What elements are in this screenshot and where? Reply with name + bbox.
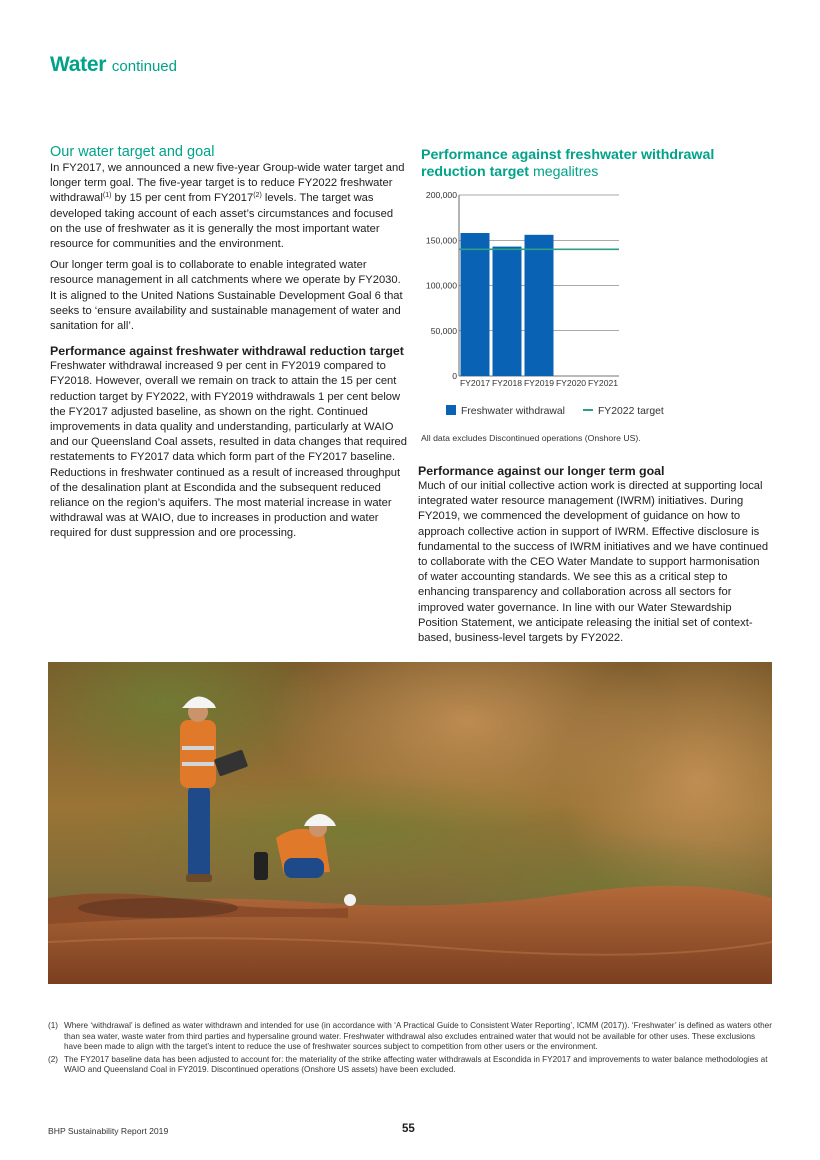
target-paragraph-2: Our longer term goal is to collaborate to enable integrated water resource management in all catchments where we operate by FY2030. It is aligned to the United Nations Sustainable Development Goal 6 that seeks to ‘ensure availability and sustainable management of water and sanitation for all’. bbox=[50, 259, 403, 333]
x-tick-label: FY2020 bbox=[555, 378, 587, 387]
y-tick-label: 0 bbox=[452, 371, 457, 381]
footnote-2-mark: (2) bbox=[48, 1054, 59, 1064]
x-tick-label: FY2017 bbox=[459, 378, 491, 387]
legend-swatch-withdrawal bbox=[446, 405, 456, 415]
page-title bbox=[50, 52, 177, 80]
target-p1-part-b: by 15 per cent from FY2017 bbox=[111, 192, 254, 205]
target-p1-part-a: In FY2017, we announced a new five-year Group-wide water target and longer term goal. The five-year target is to reduce FY2022 freshwater withdrawal bbox=[50, 162, 405, 205]
bar-fy2019 bbox=[525, 235, 554, 376]
legend-label-target: FY2022 target bbox=[597, 406, 664, 417]
page-title-suffix: continued bbox=[111, 58, 177, 75]
withdrawal-chart bbox=[421, 147, 751, 443]
target-p1-part-c: levels. The target was developed taking account of each asset’s circumstances and focused on the use of freshwater as it is generally the most important water resource for communities and the environment. bbox=[50, 192, 394, 251]
footnote-ref-1: (1) bbox=[102, 192, 112, 200]
footer-report-name: BHP Sustainability Report 2019 bbox=[48, 1126, 169, 1136]
performance-paragraph: Freshwater withdrawal increased 9 per cent in FY2019 compared to FY2018. However, overall we remain on track to attain the 15 per cent reduction target by FY2022, with FY2019 withdrawals 1 per cent below the FY2017 adjusted baseline, as shown on the right. Continued improvements in data quality and understanding, particularly at WAIO and our Queensland Coal assets, resulted in data changes that required restatements to FY2017 data which form part of the FY2017 baseline. Reductions in freshwater continued as a result of increased throughput of the desalination plant at Escondida and the subsequent reduced reliance on the region’s aquifers. The most material increase in water withdrawal was at WAIO, due to increases in production and water required for dust suppression and ore processing. bbox=[50, 360, 407, 540]
page-title-main: Water bbox=[50, 53, 107, 76]
chart-legend bbox=[446, 405, 664, 417]
longer-term-goal-paragraph: Much of our initial collective action work is directed at supporting local integrated water resource management (IWRM) initiatives. During FY2019, we commenced the development of guidance on how to approach collective action in support of IWRM. Effective disclosure is fundamental to the success of IWRM initiatives and we have continued to collaborate with the CEO Water Mandate to support harmonisation of water accounting standards. We see this as a critical step to enhancing transparency and collaboration across all sectors for improved water governance. In line with our Water Stewardship Position Statement, we anticipate releasing the initial set of context-based, business-level targets by FY2022. bbox=[418, 480, 769, 645]
y-tick-label: 200,000 bbox=[425, 190, 457, 200]
target-paragraph-1 bbox=[50, 161, 408, 252]
y-tick-label: 150,000 bbox=[425, 235, 457, 246]
photo-illustration bbox=[48, 662, 772, 984]
x-tick-label: FY2021 bbox=[587, 378, 619, 387]
x-tick-label: FY2018 bbox=[491, 378, 523, 387]
left-column bbox=[50, 144, 408, 542]
footnote-1-text: Where ‘withdrawal’ is defined as water withdrawn and intended for use (in accordance with ‘A Practical Guide to Consistent Water Reporting’, ICMM (2017)). ‘Freshwater’ is defined as waters other than sea water, waste water from third parties and hypersaline ground water. Freshwater withdrawal also excludes entrained water that would not be available for other uses. These exclusions have been made to align with the target’s intent to reduce the use of freshwater sources subject to competition from other users or the environment. bbox=[64, 1021, 772, 1052]
y-tick-label: 100,000 bbox=[425, 280, 457, 291]
footnote-1 bbox=[48, 1021, 772, 1053]
chart-title bbox=[421, 147, 751, 181]
chart-title-bold: Performance against freshwater withdrawal reduction target bbox=[421, 147, 715, 180]
chart-title-unit: megalitres bbox=[532, 164, 599, 180]
x-tick-label: FY2019 bbox=[523, 378, 555, 387]
chart-plot bbox=[421, 187, 661, 387]
footnote-1-mark: (1) bbox=[48, 1021, 59, 1030]
longer-term-goal-heading: Performance against our longer term goal bbox=[418, 464, 665, 478]
footnote-2 bbox=[48, 1055, 772, 1076]
bar-fy2018 bbox=[493, 247, 522, 376]
field-workers-photo bbox=[48, 662, 772, 984]
footnote-ref-2: (2) bbox=[253, 192, 262, 200]
performance-heading: Performance against freshwater withdrawal reduction target bbox=[50, 344, 404, 359]
footnote-2-text: The FY2017 baseline data has been adjusted to account for: the materiality of the strike affecting water withdrawals at Escondida in FY2017 and improvements to water balance methodologies at WAIO and Queensland Coal in FY2019. Discontinued operations (Onshore US assets) have been excluded. bbox=[64, 1054, 768, 1075]
page-number: 55 bbox=[402, 1123, 415, 1135]
bar-fy2017 bbox=[461, 233, 490, 376]
legend-label-withdrawal: Freshwater withdrawal bbox=[461, 406, 565, 417]
legend-swatch-target bbox=[583, 409, 593, 411]
right-column bbox=[418, 464, 772, 646]
footnotes bbox=[48, 1021, 772, 1078]
chart-note: All data excludes Discontinued operations (Onshore US). bbox=[421, 433, 641, 443]
y-tick-label: 50,000 bbox=[430, 325, 457, 336]
target-heading: Our water target and goal bbox=[50, 144, 215, 160]
